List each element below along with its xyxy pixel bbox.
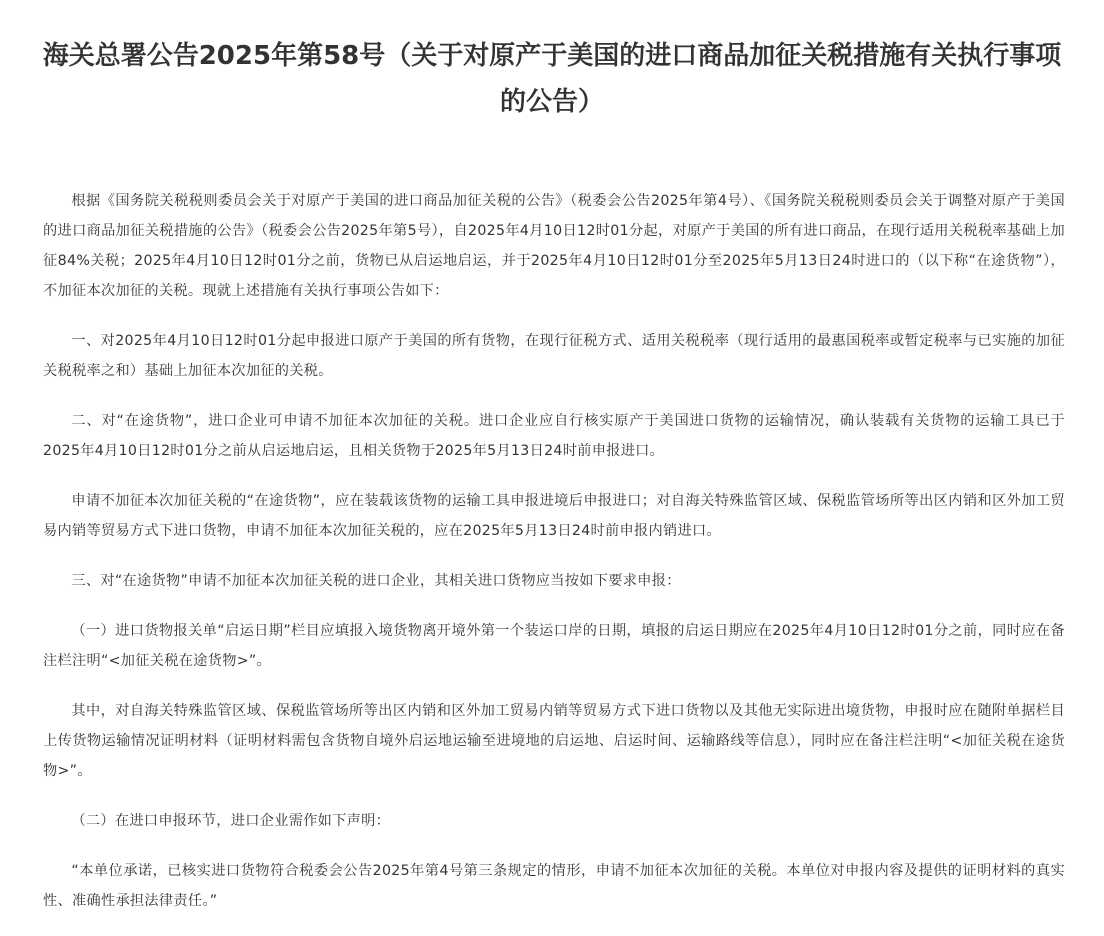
paragraph-declaration: “本单位承诺，已核实进口货物符合税委会公告2025年第4号第三条规定的情形，申请不加征本次加征的关税。本单位对申报内容及提供的证明材料的真实性、准确性承担法律责任。” xyxy=(43,863,1065,909)
paragraph-intro: 根据《国务院关税税则委员会关于对原产于美国的进口商品加征关税的公告》（税委会公告2025年第4号）、《国务院关税税则委员会关于调整对原产于美国的进口商品加征关税措施的公告》（税委会公告2025年第5号），自2025年4月10日12时01分起，对原产于美国的所有进口商品，在现行适用关税税率基础上加征84%关税；2025年4月10日12时01分之前，货物已从启运地启运，并于2025年4月10日12时01分至2025年5月13日24时进口的（以下称“在途货物”），不加征本次加征的关税。现就上述措施有关执行事项公告如下： xyxy=(43,193,1065,299)
article-body xyxy=(43,186,1065,936)
paragraph-item-3-1-detail: 其中，对自海关特殊监管区域、保税监管场所等出区内销和区外加工贸易内销等贸易方式下进口货物以及其他无实际进出境货物，申报时应在随附单据栏目上传货物运输情况证明材料（证明材料需包含货物自境外启运地运输至进境地的启运地、启运时间、运输路线等信息），同时应在备注栏注明“<加征关税在途货物>”。 xyxy=(43,703,1065,779)
page-title: 海关总署公告2025年第58号（关于对原产于美国的进口商品加征关税措施有关执行事项的公告） xyxy=(42,41,1062,117)
paragraph-item-3-1: （一）进口货物报关单“启运日期”栏目应填报入境货物离开境外第一个装运口岸的日期，填报的启运日期应在2025年4月10日12时01分之前，同时应在备注栏注明“<加征关税在途货物>”。 xyxy=(43,623,1065,669)
paragraph-item-1: 一、对2025年4月10日12时01分起申报进口原产于美国的所有货物，在现行征税方式、适用关税税率（现行适用的最惠国税率或暂定税率与已实施的加征关税税率之和）基础上加征本次加征的关税。 xyxy=(43,333,1065,379)
paragraph-item-3-2: （二）在进口申报环节，进口企业需作如下声明： xyxy=(71,813,391,829)
paragraph-item-2-detail: 申请不加征本次加征关税的“在途货物”，应在装载该货物的运输工具申报进境后申报进口；对自海关特殊监管区域、保税监管场所等出区内销和区外加工贸易内销等贸易方式下进口货物，申请不加征本次加征关税的，应在2025年5月13日24时前申报内销进口。 xyxy=(43,493,1065,539)
paragraph-item-3: 三、对“在途货物”申请不加征本次加征关税的进口企业，其相关进口货物应当按如下要求申报： xyxy=(71,573,681,589)
paragraph-item-2: 二、对“在途货物”，进口企业可申请不加征本次加征的关税。进口企业应自行核实原产于美国进口货物的运输情况，确认装载有关货物的运输工具已于2025年4月10日12时01分之前从启运地启运，且相关货物于2025年5月13日24时前申报进口。 xyxy=(43,413,1065,459)
